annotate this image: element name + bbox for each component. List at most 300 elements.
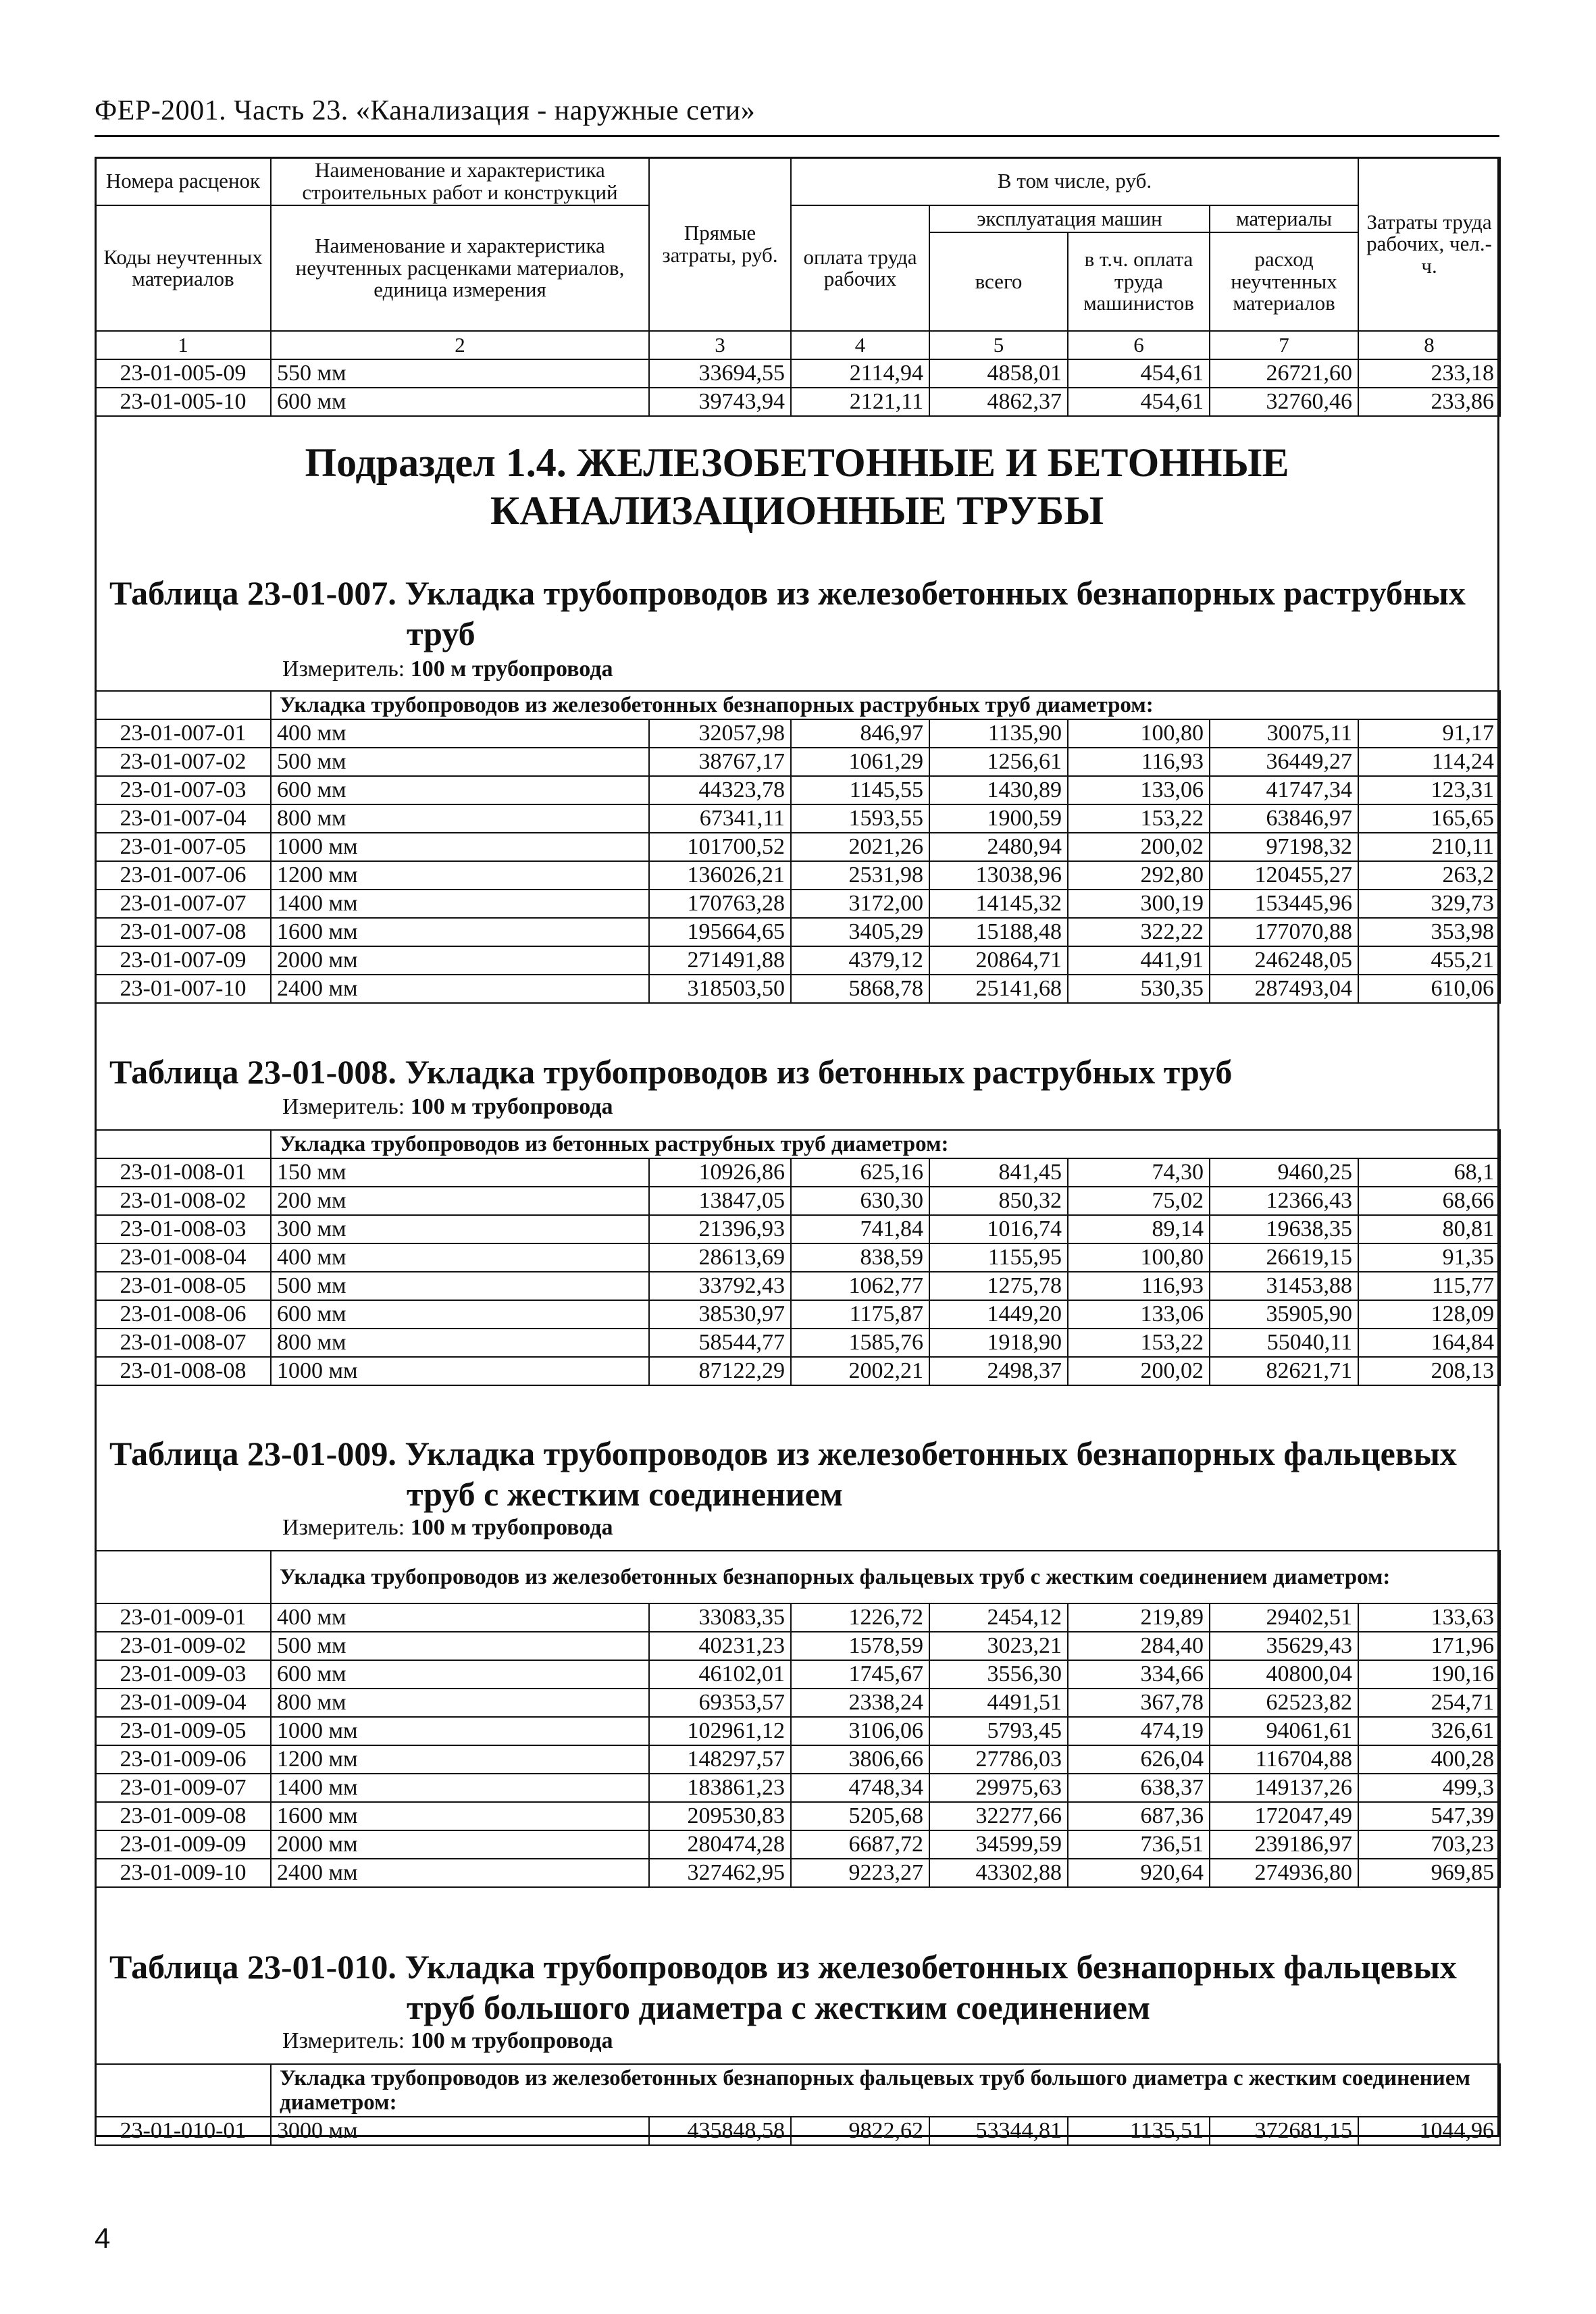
table-007 [95,690,1499,1004]
labor-hours: 208,13 [1358,1357,1500,1385]
materials-cost: 41747,34 [1210,776,1358,804]
direct-cost: 44323,78 [649,776,791,804]
meter-label: Измеритель: [282,2028,411,2053]
column-number: 2 [271,331,649,359]
labor-hours: 233,18 [1358,359,1500,388]
machinists-labor: 219,89 [1068,1603,1210,1632]
labor-hours: 91,35 [1358,1243,1500,1272]
table-row [95,388,1500,416]
materials-cost: 29402,51 [1210,1603,1358,1632]
table-010-title [109,1947,1487,2028]
materials-header: материалы [1210,205,1358,232]
labor-cost: 741,84 [791,1215,929,1243]
rate-code: 23-01-009-10 [95,1859,271,1887]
labor-cost: 3405,29 [791,918,929,946]
labor-cost: 846,97 [791,719,929,748]
rate-code: 23-01-008-02 [95,1187,271,1215]
labor-hours: 703,23 [1358,1830,1500,1859]
meter-value: 100 м трубопровода [410,1094,613,1119]
machines-total: 34599,59 [929,1830,1068,1859]
labor-hours: 133,63 [1358,1603,1500,1632]
work-name: 600 мм [271,388,649,416]
work-name: 2000 мм [271,1830,649,1859]
machines-total: 29975,63 [929,1774,1068,1802]
table-row [95,804,1500,833]
work-name: 500 мм [271,748,649,776]
machines-total: 4862,37 [929,388,1068,416]
table-009-grid [95,1550,1501,1888]
labor-hours: 329,73 [1358,890,1500,918]
table-009-meter [282,1515,613,1541]
machines-total: 1135,90 [929,719,1068,748]
materials-cost: 177070,88 [1210,918,1358,946]
labor-hours: 165,65 [1358,804,1500,833]
labor-cost: 3172,00 [791,890,929,918]
column-header-table [95,157,1501,417]
column-number-row [95,331,1500,359]
rate-code: 23-01-005-09 [95,359,271,388]
machinists-labor: 200,02 [1068,1357,1210,1385]
materials-cost: 82621,71 [1210,1357,1358,1385]
direct-cost: 209530,83 [649,1802,791,1830]
rate-code: 23-01-007-02 [95,748,271,776]
labor-cost: 1745,67 [791,1660,929,1689]
group-row [95,691,1500,719]
labor-hours: 547,39 [1358,1802,1500,1830]
table-row [95,1774,1500,1802]
table-010 [95,2063,1499,2146]
labor-hours: 115,77 [1358,1272,1500,1300]
work-name: 400 мм [271,1243,649,1272]
labor-cost: 4748,34 [791,1774,929,1802]
table-row [95,776,1500,804]
machines-total: 43302,88 [929,1859,1068,1887]
labor-cost: 1226,72 [791,1603,929,1632]
machines-total: 53344,81 [929,2117,1068,2145]
materials-cost: 31453,88 [1210,1272,1358,1300]
labor-cost: 630,30 [791,1187,929,1215]
materials-cost: 40800,04 [1210,1660,1358,1689]
materials-cost: 55040,11 [1210,1329,1358,1357]
rate-code: 23-01-009-03 [95,1660,271,1689]
machines-total: 1918,90 [929,1329,1068,1357]
labor-cost: 1175,87 [791,1300,929,1329]
work-name: 800 мм [271,1689,649,1717]
work-name: 600 мм [271,776,649,804]
direct-cost: 32057,98 [649,719,791,748]
materials-cost: 63846,97 [1210,804,1358,833]
materials-cost: 36449,27 [1210,748,1358,776]
machinists-labor: 75,02 [1068,1187,1210,1215]
rate-code: 23-01-008-05 [95,1272,271,1300]
direct-cost: 136026,21 [649,861,791,890]
table-row [95,946,1500,975]
labor-cost: 2114,94 [791,359,929,388]
machinists-labor: 334,66 [1068,1660,1210,1689]
machinists-labor: 284,40 [1068,1632,1210,1660]
labor-cost: 1593,55 [791,804,929,833]
rate-code: 23-01-009-05 [95,1717,271,1745]
table-title-line-2: труб большого диаметра с жестким соединением [407,1988,1151,2026]
direct-cost: 58544,77 [649,1329,791,1357]
meter-value: 100 м трубопровода [410,657,613,682]
machines-total: 13038,96 [929,861,1068,890]
col3-header: Прямые затраты, руб. [649,157,791,331]
labor-cost: 3806,66 [791,1745,929,1774]
machines-total: 4491,51 [929,1689,1068,1717]
work-name: 500 мм [271,1632,649,1660]
work-name: 2000 мм [271,946,649,975]
work-name: 200 мм [271,1187,649,1215]
table-row [95,975,1500,1003]
labor-cost: 6687,72 [791,1830,929,1859]
direct-cost: 33694,55 [649,359,791,388]
direct-cost: 69353,57 [649,1689,791,1717]
rate-code: 23-01-007-06 [95,861,271,890]
labor-cost: 3106,06 [791,1717,929,1745]
meter-label: Измеритель: [282,1094,411,1119]
table-010-grid [95,2063,1501,2146]
table-row [95,1717,1500,1745]
work-name: 1600 мм [271,918,649,946]
labor-hours: 210,11 [1358,833,1500,861]
direct-cost: 327462,95 [649,1859,791,1887]
direct-cost: 195664,65 [649,918,791,946]
table-title-line-1: Таблица 23-01-007. Укладка трубопроводов из железобетонных безнапорных раструбных [109,574,1466,612]
rate-code: 23-01-009-04 [95,1689,271,1717]
work-name: 400 мм [271,1603,649,1632]
materials-cost: 153445,96 [1210,890,1358,918]
rate-code: 23-01-007-03 [95,776,271,804]
meter-value: 100 м трубопровода [410,1515,613,1540]
table-row [95,2117,1500,2145]
col7-header: расход неучтенных материалов [1210,232,1358,331]
materials-cost: 97198,32 [1210,833,1358,861]
rate-code: 23-01-007-10 [95,975,271,1003]
machines-total: 14145,32 [929,890,1068,918]
machines-total: 1900,59 [929,804,1068,833]
materials-cost: 62523,82 [1210,1689,1358,1717]
machinists-labor: 300,19 [1068,890,1210,918]
machinists-labor: 474,19 [1068,1717,1210,1745]
column-number: 6 [1068,331,1210,359]
machinists-labor: 100,80 [1068,719,1210,748]
labor-cost: 2338,24 [791,1689,929,1717]
rate-code: 23-01-009-01 [95,1603,271,1632]
table-row [95,1830,1500,1859]
machines-total: 27786,03 [929,1745,1068,1774]
group-row [95,2064,1500,2117]
table-row [95,1357,1500,1385]
machines-total: 3556,30 [929,1660,1068,1689]
table-row [95,1272,1500,1300]
labor-cost: 1578,59 [791,1632,929,1660]
materials-cost: 30075,11 [1210,719,1358,748]
table-007-title [109,573,1487,654]
machinists-labor: 89,14 [1068,1215,1210,1243]
materials-cost: 9460,25 [1210,1158,1358,1187]
group-row-spacer [95,691,271,719]
work-name: 800 мм [271,1329,649,1357]
rate-code: 23-01-007-05 [95,833,271,861]
work-name: 2400 мм [271,1859,649,1887]
work-name: 1000 мм [271,833,649,861]
machinists-labor: 1135,51 [1068,2117,1210,2145]
machines-total: 4858,01 [929,359,1068,388]
rate-code: 23-01-010-01 [95,2117,271,2145]
table-row [95,1300,1500,1329]
table-row [95,918,1500,946]
rate-code: 23-01-008-07 [95,1329,271,1357]
table-row [95,359,1500,388]
machines-total: 1275,78 [929,1272,1068,1300]
rate-code: 23-01-007-04 [95,804,271,833]
table-row [95,748,1500,776]
machinists-labor: 454,61 [1068,388,1210,416]
work-name: 2400 мм [271,975,649,1003]
col1-top-header: Номера расценок [95,157,271,205]
group-row-spacer [95,2064,271,2117]
column-number: 8 [1358,331,1500,359]
table-row [95,1243,1500,1272]
machines-total: 32277,66 [929,1802,1068,1830]
table-010-meter [282,2028,613,2054]
machines-total: 1016,74 [929,1215,1068,1243]
table-row [95,833,1500,861]
machinists-labor: 292,80 [1068,861,1210,890]
machinists-labor: 153,22 [1068,804,1210,833]
materials-cost: 246248,05 [1210,946,1358,975]
table-row [95,861,1500,890]
direct-cost: 148297,57 [649,1745,791,1774]
rate-code: 23-01-008-06 [95,1300,271,1329]
machinists-labor: 736,51 [1068,1830,1210,1859]
table-008-meter [282,1094,613,1120]
work-name: 1400 мм [271,890,649,918]
materials-cost: 372681,15 [1210,2117,1358,2145]
labor-hours: 1044,96 [1358,2117,1500,2145]
labor-hours: 171,96 [1358,1632,1500,1660]
materials-cost: 239186,97 [1210,1830,1358,1859]
labor-cost: 5205,68 [791,1802,929,1830]
machinists-labor: 133,06 [1068,1300,1210,1329]
column-header-section [95,157,1499,417]
machinists-labor: 116,93 [1068,748,1210,776]
labor-hours: 455,21 [1358,946,1500,975]
col6-header: в т.ч. оплата труда машинистов [1068,232,1210,331]
direct-cost: 39743,94 [649,388,791,416]
labor-cost: 838,59 [791,1243,929,1272]
table-row [95,1329,1500,1357]
direct-cost: 46102,01 [649,1660,791,1689]
incl-header: В том числе, руб. [791,157,1358,205]
direct-cost: 67341,11 [649,804,791,833]
labor-hours: 499,3 [1358,1774,1500,1802]
work-name: 1000 мм [271,1717,649,1745]
labor-cost: 1145,55 [791,776,929,804]
labor-hours: 128,09 [1358,1300,1500,1329]
table-007-grid [95,690,1501,1004]
work-name: 1200 мм [271,861,649,890]
direct-cost: 435848,58 [649,2117,791,2145]
rate-code: 23-01-009-08 [95,1802,271,1830]
machinists-labor: 100,80 [1068,1243,1210,1272]
table-row [95,1215,1500,1243]
work-name: 1400 мм [271,1774,649,1802]
labor-hours: 400,28 [1358,1745,1500,1774]
table-row [95,1745,1500,1774]
direct-cost: 10926,86 [649,1158,791,1187]
machinists-labor: 74,30 [1068,1158,1210,1187]
table-title-line-1: Таблица 23-01-010. Укладка трубопроводов из железобетонных безнапорных фальцевых [109,1948,1457,1986]
table-row [95,1660,1500,1689]
table-title-line-2: труб [407,615,475,652]
direct-cost: 13847,05 [649,1187,791,1215]
labor-hours: 80,81 [1358,1215,1500,1243]
materials-cost: 32760,46 [1210,388,1358,416]
column-number: 7 [1210,331,1358,359]
machines-total: 5793,45 [929,1717,1068,1745]
group-title: Укладка трубопроводов из железобетонных безнапорных раструбных труб диаметром: [271,691,1500,719]
group-title: Укладка трубопроводов из бетонных раструбных труб диаметром: [271,1130,1500,1158]
rate-code: 23-01-009-06 [95,1745,271,1774]
work-name: 550 мм [271,359,649,388]
work-name: 150 мм [271,1158,649,1187]
machines-total: 1256,61 [929,748,1068,776]
machines-header: эксплуатация машин [929,205,1210,232]
machines-total: 2454,12 [929,1603,1068,1632]
rate-code: 23-01-007-07 [95,890,271,918]
labor-hours: 233,86 [1358,388,1500,416]
labor-cost: 9822,62 [791,2117,929,2145]
meter-label: Измеритель: [282,657,411,682]
materials-cost: 35905,90 [1210,1300,1358,1329]
subsection-title [95,439,1499,535]
page-header: ФЕР-2001. Часть 23. «Канализация - наружные сети» [95,95,756,126]
machines-total: 841,45 [929,1158,1068,1187]
rate-code: 23-01-008-03 [95,1215,271,1243]
direct-cost: 21396,93 [649,1215,791,1243]
machines-total: 1155,95 [929,1243,1068,1272]
column-number: 3 [649,331,791,359]
rate-code: 23-01-008-01 [95,1158,271,1187]
machinists-labor: 322,22 [1068,918,1210,946]
group-row-spacer [95,1551,271,1603]
table-row [95,1187,1500,1215]
materials-cost: 19638,35 [1210,1215,1358,1243]
direct-cost: 102961,12 [649,1717,791,1745]
table-008 [95,1129,1499,1386]
table-row [95,1632,1500,1660]
group-row-spacer [95,1130,271,1158]
labor-cost: 2121,11 [791,388,929,416]
materials-cost: 26619,15 [1210,1243,1358,1272]
materials-cost: 172047,49 [1210,1802,1358,1830]
rate-code: 23-01-009-02 [95,1632,271,1660]
work-name: 1000 мм [271,1357,649,1385]
materials-cost: 26721,60 [1210,359,1358,388]
table-title-line-1: Таблица 23-01-009. Укладка трубопроводов из железобетонных безнапорных фальцевых [109,1435,1457,1472]
direct-cost: 101700,52 [649,833,791,861]
table-title-line-1: Таблица 23-01-008. Укладка трубопроводов из бетонных раструбных труб [109,1053,1233,1091]
machines-total: 2480,94 [929,833,1068,861]
meter-value: 100 м трубопровода [410,2028,613,2053]
machines-total: 2498,37 [929,1357,1068,1385]
rate-code: 23-01-007-09 [95,946,271,975]
table-row [95,1603,1500,1632]
machinists-labor: 530,35 [1068,975,1210,1003]
subsection-title-line-1: Подраздел 1.4. ЖЕЛЕЗОБЕТОННЫЕ И БЕТОННЫЕ [305,440,1289,485]
direct-cost: 38530,97 [649,1300,791,1329]
table-row [95,1802,1500,1830]
table-title-line-2: труб с жестким соединением [407,1475,843,1513]
work-name: 800 мм [271,804,649,833]
machinists-labor: 133,06 [1068,776,1210,804]
rate-code: 23-01-008-04 [95,1243,271,1272]
rate-code: 23-01-009-09 [95,1830,271,1859]
table-row [95,1859,1500,1887]
page-number: 4 [95,2222,111,2254]
table-009 [95,1550,1499,1888]
materials-cost: 274936,80 [1210,1859,1358,1887]
materials-cost: 35629,43 [1210,1632,1358,1660]
rate-code: 23-01-005-10 [95,388,271,416]
labor-hours: 254,71 [1358,1689,1500,1717]
table-row [95,719,1500,748]
col8-header: Затраты труда рабочих, чел.-ч. [1358,157,1500,331]
machinists-labor: 200,02 [1068,833,1210,861]
labor-hours: 164,84 [1358,1329,1500,1357]
materials-cost: 120455,27 [1210,861,1358,890]
direct-cost: 28613,69 [649,1243,791,1272]
work-name: 1200 мм [271,1745,649,1774]
header-rule [95,135,1499,137]
group-title: Укладка трубопроводов из железобетонных безнапорных фальцевых труб с жестким соединением диаметром: [271,1551,1500,1603]
table-row [95,1689,1500,1717]
machines-total: 3023,21 [929,1632,1068,1660]
table-009-title [109,1433,1487,1514]
labor-hours: 91,17 [1358,719,1500,748]
direct-cost: 33792,43 [649,1272,791,1300]
rate-code: 23-01-008-08 [95,1357,271,1385]
labor-hours: 114,24 [1358,748,1500,776]
work-name: 600 мм [271,1660,649,1689]
machinists-labor: 367,78 [1068,1689,1210,1717]
group-title: Укладка трубопроводов из железобетонных безнапорных фальцевых труб большого диаметра с жестким соединением диаметром: [271,2064,1500,2117]
direct-cost: 183861,23 [649,1774,791,1802]
labor-hours: 263,2 [1358,861,1500,890]
direct-cost: 33083,35 [649,1603,791,1632]
direct-cost: 271491,88 [649,946,791,975]
labor-hours: 353,98 [1358,918,1500,946]
direct-cost: 170763,28 [649,890,791,918]
labor-cost: 1061,29 [791,748,929,776]
group-row [95,1551,1500,1603]
col1-bottom-header: Коды неучтенных материалов [95,205,271,331]
rate-code: 23-01-009-07 [95,1774,271,1802]
work-name: 600 мм [271,1300,649,1329]
col2-top-header: Наименование и характеристика строительных работ и конструкций [271,157,649,205]
direct-cost: 87122,29 [649,1357,791,1385]
column-number: 5 [929,331,1068,359]
materials-cost: 149137,26 [1210,1774,1358,1802]
machinists-labor: 153,22 [1068,1329,1210,1357]
labor-hours: 326,61 [1358,1717,1500,1745]
machinists-labor: 920,64 [1068,1859,1210,1887]
machinists-labor: 638,37 [1068,1774,1210,1802]
machines-total: 850,32 [929,1187,1068,1215]
machines-total: 1430,89 [929,776,1068,804]
